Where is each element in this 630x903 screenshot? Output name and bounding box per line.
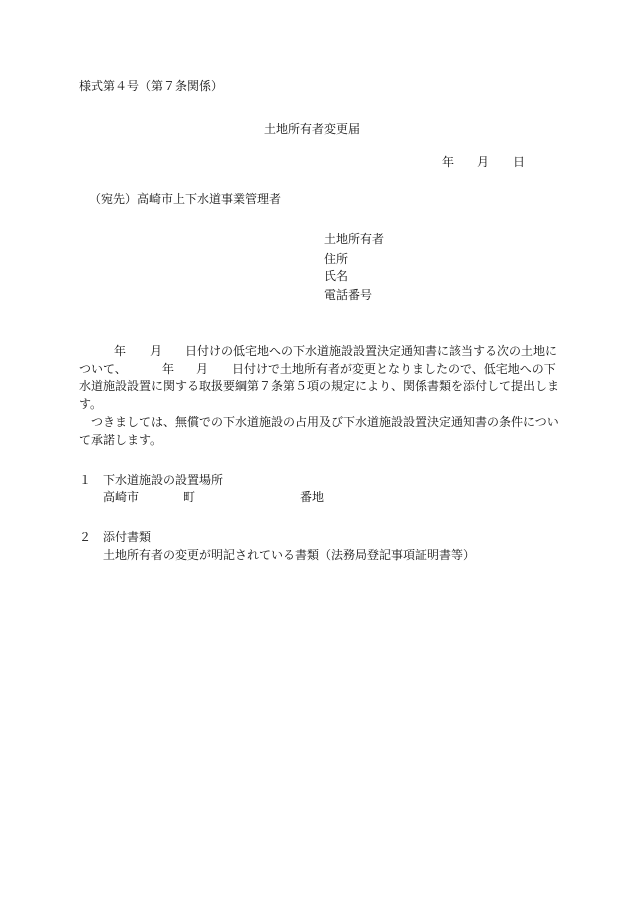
body-line-2-month: 月 xyxy=(196,362,209,376)
addressee: （宛先）高崎市上下水道事業管理者 xyxy=(89,192,282,206)
date-day: 日 xyxy=(513,155,526,169)
applicant-label: 土地所有者 xyxy=(324,232,385,246)
applicant-name-label: 氏名 xyxy=(324,269,349,283)
item-1-number: １ xyxy=(79,473,92,487)
body-line-1 xyxy=(79,344,559,358)
item-2-number: ２ xyxy=(79,530,92,544)
body-line-2-year: 年 xyxy=(162,362,175,376)
item-1-city: 高崎市 xyxy=(103,490,140,504)
item-2-heading-line xyxy=(79,530,379,544)
date-year: 年 xyxy=(442,155,455,169)
item-1-town: 町 xyxy=(183,490,196,504)
document-title: 土地所有者変更届 xyxy=(264,122,361,136)
body-line-6: て承諾します。 xyxy=(79,433,163,447)
body-line-1-month: 月 xyxy=(150,344,163,358)
applicant-phone-label: 電話番号 xyxy=(324,288,373,302)
body-line-1-text: 日付けの低宅地への下水道施設設置決定通知書に該当する次の土地に xyxy=(185,344,558,358)
item-1-lot: 番地 xyxy=(300,490,325,504)
item-1-heading-line xyxy=(79,473,379,487)
body-line-2-text: 日付けで土地所有者が変更となりましたので、低宅地への下 xyxy=(232,362,556,376)
body-line-1-year: 年 xyxy=(114,344,127,358)
item-2-heading: 添付書類 xyxy=(103,530,152,544)
item-1-location-line xyxy=(103,490,363,504)
body-line-2 xyxy=(79,362,559,376)
body-line-2-start: ついて、 xyxy=(79,362,127,376)
body-line-3: 水道施設設置に関する取扱要綱第７条第５項の規定により、関係書類を添付して提出しま xyxy=(79,379,560,393)
date-line xyxy=(442,155,542,169)
item-2-detail: 土地所有者の変更が明記されている書類（法務局登記事項証明書等） xyxy=(103,548,476,562)
body-line-4: す。 xyxy=(79,397,103,411)
form-number: 様式第４号（第７条関係） xyxy=(79,79,224,93)
body-line-5: つきましては、無償での下水道施設の占用及び下水道施設設置決定通知書の条件につい xyxy=(91,415,559,429)
applicant-address-label: 住所 xyxy=(324,252,349,266)
item-1-heading: 下水道施設の設置場所 xyxy=(103,473,224,487)
date-month: 月 xyxy=(477,155,490,169)
